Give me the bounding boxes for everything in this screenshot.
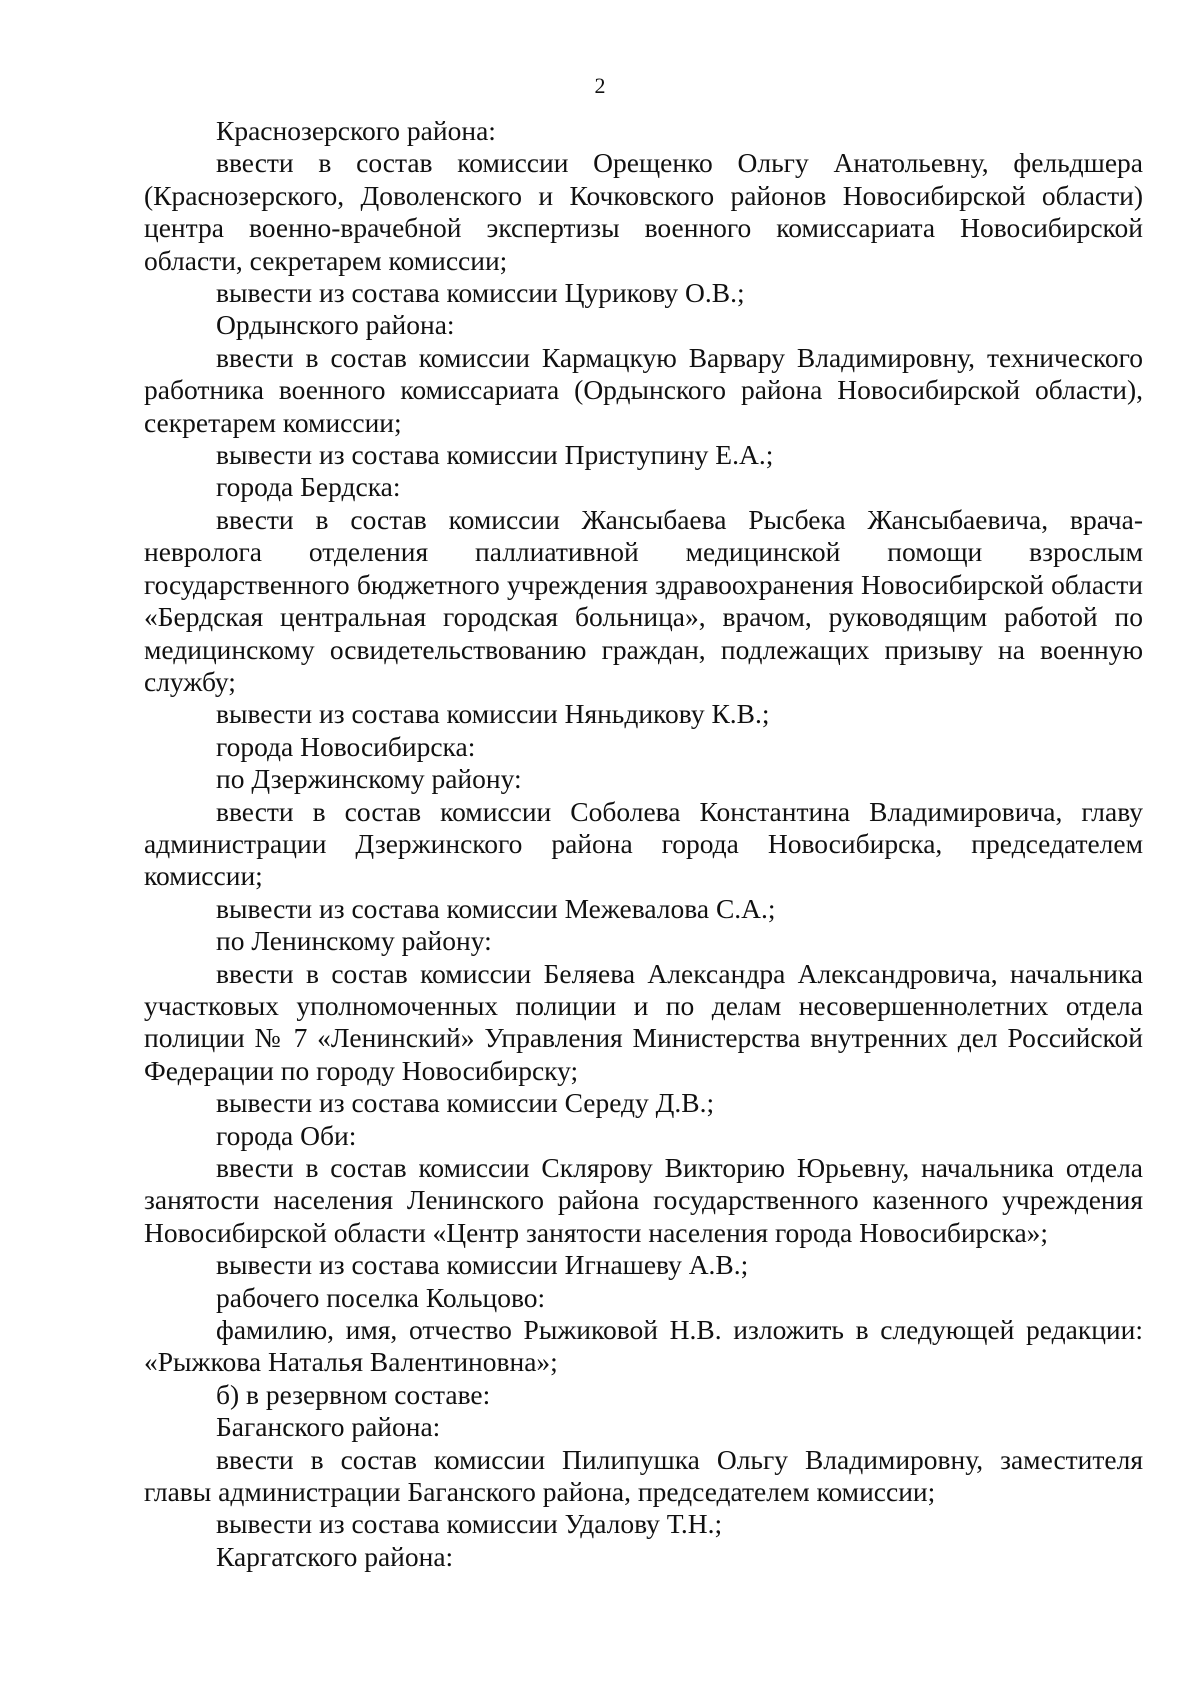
paragraph: ввести в состав комиссии Кармацкую Варвару Владимировну, технического работника военного комиссариата (Ордынского района Новосибирской области), секретарем комиссии; bbox=[144, 341, 1143, 438]
paragraph: вывести из состава комиссии Няньдикову К.В.; bbox=[216, 698, 770, 730]
paragraph: ввести в состав комиссии Жансыбаева Рысбека Жансыбаевича, врача-невролога отделения паллиативной медицинской помощи взрослым государственного бюджетного учреждения здравоохранения Новосибирской области «Бердская центральная городская больница», врачом, руководящим работой по медицинскому освидетельствованию граждан, подлежащих призыву на военную службу; bbox=[144, 503, 1143, 697]
paragraph: вывести из состава комиссии Межевалова С.А.; bbox=[216, 892, 776, 924]
paragraph: Краснозерского района: bbox=[216, 115, 496, 146]
paragraph: по Дзержинскому району: bbox=[216, 763, 522, 795]
paragraph: ввести в состав комиссии Орещенко Ольгу Анатольевну, фельдшера (Краснозерского, Доволенского и Кочковского районов Новосибирской области) центра военно-врачебной экспертизы военного комиссариата Новосибирской области, секретарем комиссии; bbox=[144, 147, 1143, 276]
paragraph: б) в резервном составе: bbox=[216, 1378, 491, 1410]
paragraph: вывести из состава комиссии Цурикову О.В.; bbox=[216, 277, 745, 309]
paragraph: города Оби: bbox=[216, 1119, 357, 1151]
paragraph: вывести из состава комиссии Удалову Т.Н.; bbox=[216, 1508, 723, 1540]
paragraph: Каргатского района: bbox=[216, 1540, 454, 1572]
paragraph: Баганского района: bbox=[216, 1411, 441, 1443]
paragraph: рабочего поселка Кольцово: bbox=[216, 1281, 546, 1313]
paragraph: города Бердска: bbox=[216, 471, 401, 503]
paragraph: вывести из состава комиссии Игнашеву А.В.; bbox=[216, 1249, 749, 1281]
paragraph: ввести в состав комиссии Пилипушка Ольгу Владимировну, заместителя главы администрации Баганского района, председателем комиссии; bbox=[144, 1443, 1143, 1508]
paragraph: ввести в состав комиссии Соболева Константина Владимировича, главу администрации Дзержинского района города Новосибирска, председателем комиссии; bbox=[144, 795, 1143, 892]
paragraph: по Ленинскому району: bbox=[216, 925, 492, 957]
paragraph: Ордынского района: bbox=[216, 309, 455, 341]
paragraph: города Новосибирска: bbox=[216, 730, 476, 762]
paragraph: ввести в состав комиссии Беляева Александра Александровича, начальника участковых уполномоченных полиции и по делам несовершеннолетних отдела полиции № 7 «Ленинский» Управления Министерства внутренних дел Российской Федерации по городу Новосибирску; bbox=[144, 957, 1143, 1086]
paragraph: фамилию, имя, отчество Рыжиковой Н.В. изложить в следующей редакции: «Рыжкова Наталья Валентиновна»; bbox=[144, 1314, 1143, 1378]
paragraph: ввести в состав комиссии Склярову Викторию Юрьевну, начальника отдела занятости населения Ленинского района государственного казенного учреждения Новосибирской области «Центр занятости населения города Новосибирска»; bbox=[144, 1152, 1143, 1248]
paragraph: вывести из состава комиссии Середу Д.В.; bbox=[216, 1087, 715, 1119]
page-number: 2 bbox=[594, 73, 606, 98]
paragraph: вывести из состава комиссии Приступину Е.А.; bbox=[216, 439, 774, 471]
document-body bbox=[144, 115, 1143, 1573]
